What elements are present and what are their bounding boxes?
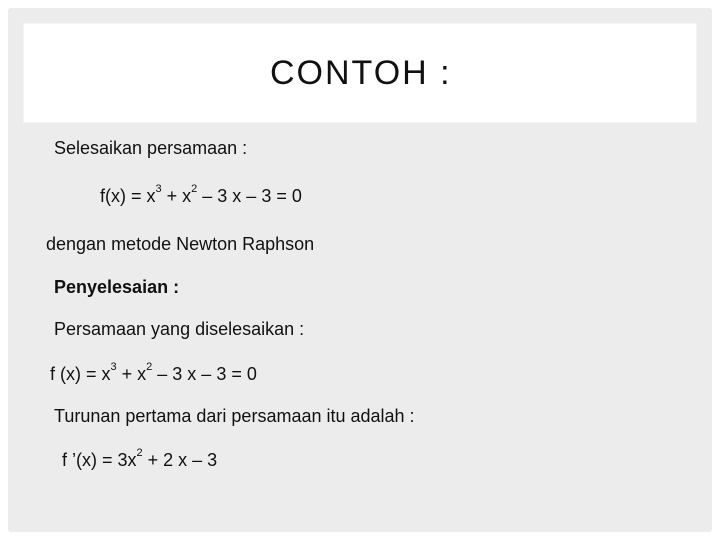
equation-3 <box>62 447 218 471</box>
equation-2-prefix: f (x) = x <box>50 364 111 384</box>
equation-1-mid: + x <box>161 186 192 206</box>
equation-2-exp2: 2 <box>146 361 153 373</box>
method-text: dengan metode Newton Raphson <box>46 234 315 254</box>
equation-1-exp1: 3 <box>155 183 162 195</box>
slide-title: CONTOH : <box>270 54 452 92</box>
instruction-text: Selesaikan persamaan : <box>54 138 248 158</box>
solution-heading: Penyelesaian : <box>54 277 180 297</box>
equation-3-exp1: 2 <box>136 447 143 459</box>
equation-3-prefix: f ’(x) = 3x <box>62 450 137 470</box>
derivative-intro-text: Turunan pertama dari persamaan itu adalah : <box>54 406 415 426</box>
equation-2-mid: + x <box>116 364 147 384</box>
equation-1-prefix: f(x) = x <box>100 186 156 206</box>
equation-1-suffix: – 3 x – 3 = 0 <box>197 186 302 206</box>
equation-2 <box>50 361 257 385</box>
solution-heading-wrap <box>54 277 179 298</box>
equation-1-exp2: 2 <box>191 183 198 195</box>
equation-1 <box>100 183 302 207</box>
equation-2-suffix: – 3 x – 3 = 0 <box>152 364 257 384</box>
equation-3-suffix: + 2 x – 3 <box>142 450 218 470</box>
equation-2-exp1: 3 <box>110 361 117 373</box>
equation-intro-text: Persamaan yang diselesaikan : <box>54 319 305 339</box>
